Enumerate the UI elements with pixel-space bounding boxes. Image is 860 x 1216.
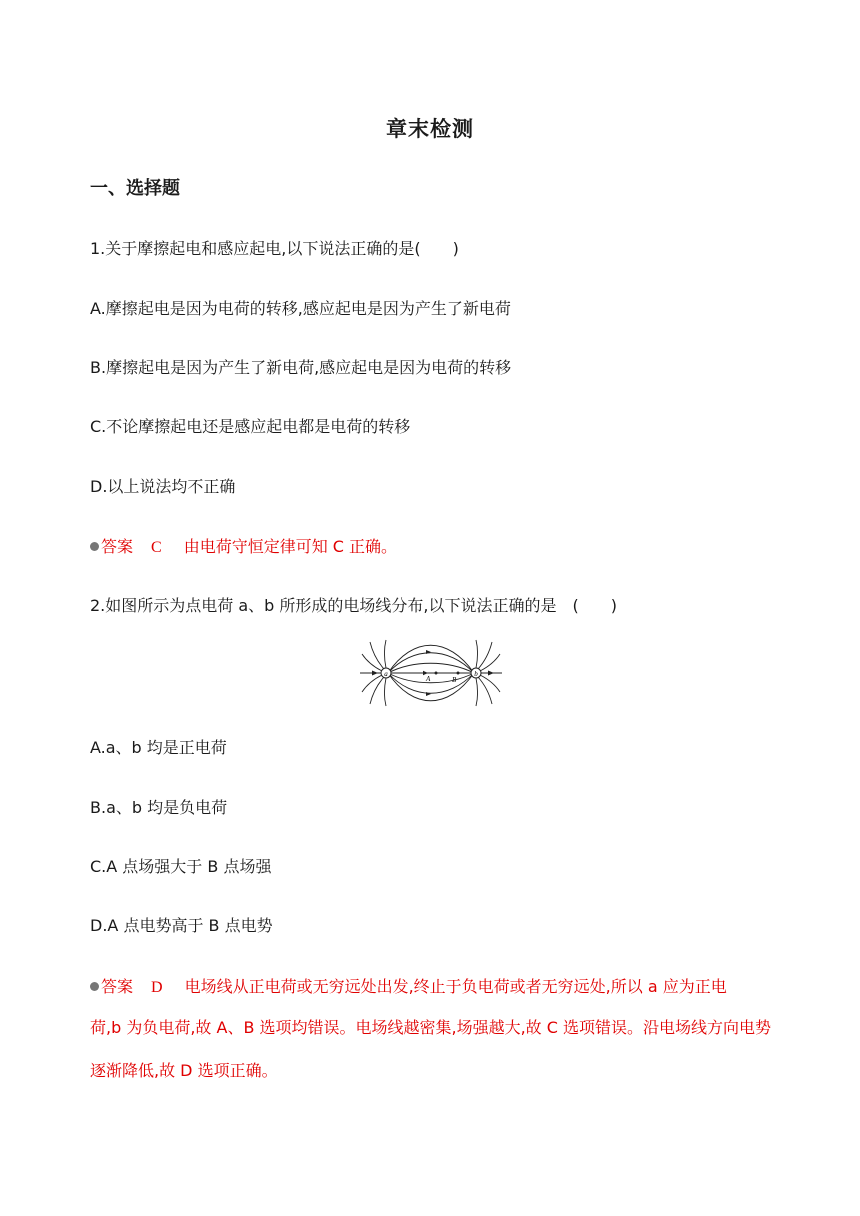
charge-b-label: b <box>474 670 478 678</box>
electric-field-lines-figure <box>358 638 504 708</box>
question-1-option-b: B.摩擦起电是因为产生了新电荷,感应起电是因为电荷的转移 <box>90 358 512 377</box>
question-1-answer <box>90 534 397 557</box>
answer-marker-icon <box>90 982 99 991</box>
answer-letter: C <box>151 539 162 556</box>
answer-letter: D <box>151 979 163 996</box>
answer-label: 答案 <box>101 537 134 556</box>
question-1-option-d: D.以上说法均不正确 <box>90 477 236 496</box>
question-1-option-a: A.摩擦起电是因为电荷的转移,感应起电是因为产生了新电荷 <box>90 299 511 318</box>
answer-explanation: 由电荷守恒定律可知 C 正确。 <box>183 537 398 556</box>
section-heading: 一、选择题 <box>90 178 180 199</box>
question-1-option-c: C.不论摩擦起电还是感应起电都是电荷的转移 <box>90 417 411 436</box>
charge-a-label: a <box>384 670 388 678</box>
question-2-option-c: C.A 点场强大于 B 点场强 <box>90 857 272 876</box>
answer-marker-icon <box>90 542 99 551</box>
answer-explanation-line-1: 电场线从正电荷或无穷远处出发,终止于负电荷或者无穷远处,所以 a 应为正电 <box>184 977 727 996</box>
point-a-label: A <box>426 675 431 683</box>
question-2-option-d: D.A 点电势高于 B 点电势 <box>90 916 273 935</box>
answer-explanation-continued: 荷,b 为负电荷,故 A、B 选项均错误。电场线越密集,场强越大,故 C 选项错误。沿电场线方向电势逐渐降低,故 D 选项正确。 <box>90 1018 772 1080</box>
question-2-stem: 2.如图所示为点电荷 a、b 所形成的电场线分布,以下说法正确的是 ( ) <box>90 596 617 615</box>
answer-label: 答案 <box>101 977 134 996</box>
point-b-label: B <box>452 676 457 684</box>
question-2-option-b: B.a、b 均是负电荷 <box>90 798 228 817</box>
question-2-answer <box>90 974 727 997</box>
question-1-stem: 1.关于摩擦起电和感应起电,以下说法正确的是( ) <box>90 239 459 258</box>
question-2-option-a: A.a、b 均是正电荷 <box>90 738 227 757</box>
page-title: 章末检测 <box>386 117 474 141</box>
